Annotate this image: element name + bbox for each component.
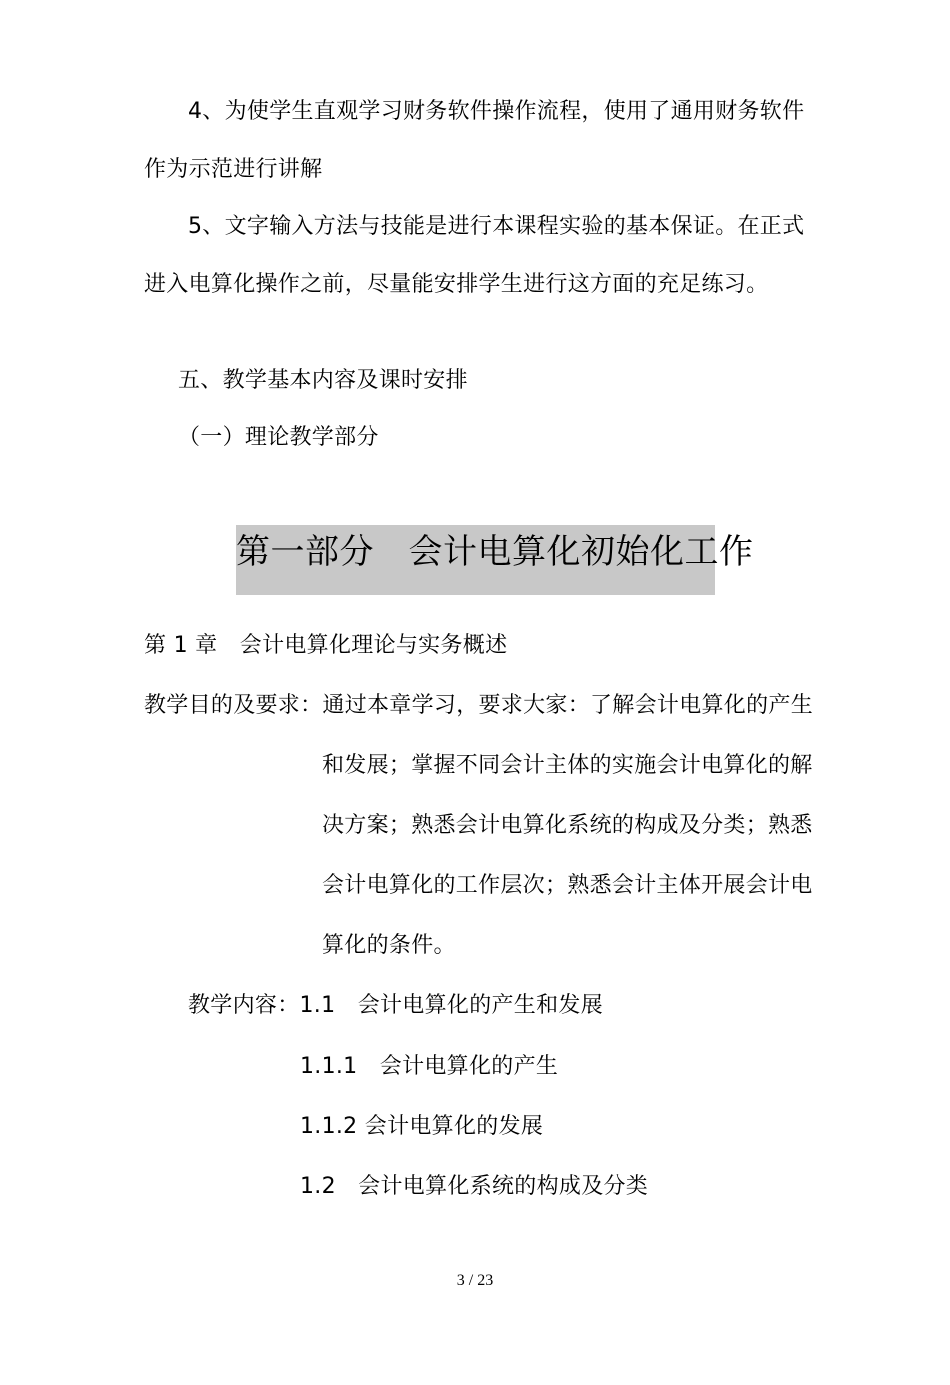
section-heading: 五、教学基本内容及课时安排	[178, 368, 468, 393]
chapter-title: 第 1 章 会计电算化理论与实务概述	[144, 633, 508, 658]
paragraph-item4-line2: 作为示范进行讲解	[144, 157, 323, 182]
paragraph-item4-line1: 4、为使学生直观学习财务软件操作流程，使用了通用财务软件	[188, 99, 805, 124]
content-line-1: 教学内容：1.1 会计电算化的产生和发展	[188, 993, 603, 1018]
objectives-line-5: 算化的条件。	[322, 933, 456, 958]
paragraph-item5-line1: 5、文字输入方法与技能是进行本课程实验的基本保证。在正式	[188, 214, 805, 239]
objectives-line-2: 和发展；掌握不同会计主体的实施会计电算化的解	[322, 753, 813, 778]
subsection-heading: （一）理论教学部分	[178, 425, 379, 450]
content-item-1-2: 1.2 会计电算化系统的构成及分类	[300, 1174, 649, 1199]
content-item-1-1-2: 1.1.2 会计电算化的发展	[300, 1114, 544, 1139]
paragraph-item5-line2: 进入电算化操作之前，尽量能安排学生进行这方面的充足练习。	[144, 272, 769, 297]
page-number: 3 / 23	[456, 1272, 494, 1289]
objectives-line-1: 教学目的及要求：通过本章学习，要求大家：了解会计电算化的产生	[144, 693, 814, 718]
objectives-line-3: 决方案；熟悉会计电算化系统的构成及分类；熟悉	[322, 813, 813, 838]
objectives-line-4: 会计电算化的工作层次；熟悉会计主体开展会计电	[322, 873, 813, 898]
content-item-1-1-1: 1.1.1 会计电算化的产生	[300, 1054, 559, 1079]
part-title: 第一部分 会计电算化初始化工作	[236, 532, 754, 572]
